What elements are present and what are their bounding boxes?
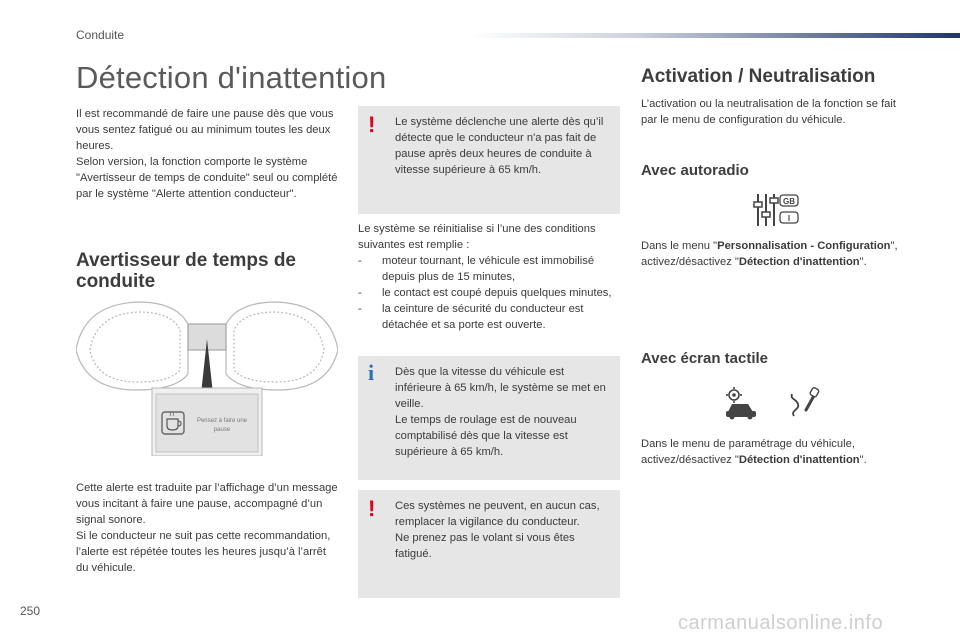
warning-icon: !	[368, 496, 376, 521]
autoradio-text	[641, 238, 911, 270]
warning-box-alert-text: Le système déclenche une alerte dès qu’il détecte que le conducteur n'a pas fait de pause après deux heures de conduite à vitesse supérieure à 65 km/h.	[395, 116, 604, 176]
info-text-1: Dès que la vitesse du véhicule est inférieure à 65 km/h, le système se met en veille.	[395, 366, 606, 410]
settings-sliders-icon	[752, 192, 800, 228]
touch-settings-icon	[786, 386, 820, 420]
intro-paragraph-1: Il est recommandé de faire une pause dès que vous vous sentez fatigué ou au minimum toutes les deux heures.	[76, 108, 334, 152]
autoradio-text-3: ".	[859, 256, 867, 268]
reset-item-1: - moteur tournant, le véhicule est immobilisé depuis plus de 15 minutes,	[358, 253, 620, 285]
touchscreen-text-1: Dans le menu de paramétrage du véhicule, activez/désactivez "	[641, 438, 855, 466]
activation-title: Activation / Neutralisation	[641, 66, 876, 87]
watermark: carmanualsonline.info	[678, 612, 884, 634]
section1-body	[76, 480, 338, 576]
warning-vigilance-text-1: Ces systèmes ne peuvent, en aucun cas, remplacer la vigilance du conducteur.	[395, 500, 600, 528]
touchscreen-text	[641, 436, 911, 468]
reset-conditions	[358, 221, 620, 333]
icon-label-i: I	[787, 214, 791, 223]
touchscreen-function-name: Détection d'inattention	[738, 454, 860, 466]
autoradio-menu-name: Personnalisation - Configuration	[717, 240, 891, 252]
section-header: Conduite	[76, 28, 125, 42]
autoradio-function-name: Détection d'inattention	[738, 256, 860, 268]
warning-box-alert	[358, 106, 620, 214]
section1-body-1: Cette alerte est traduite par l’affichage d’un message vous incitant à faire une pause, accompagné d’un signal sonore.	[76, 482, 338, 526]
touchscreen-title: Avec écran tactile	[641, 350, 769, 367]
warning-icon: !	[368, 112, 376, 137]
illustration-message-line-1: Pensez à faire une	[196, 418, 248, 424]
section-title-line-2: conduite	[76, 271, 156, 292]
page-number: 250	[20, 604, 41, 618]
autoradio-text-2: ", activez/désactivez "	[641, 240, 898, 268]
header-bar	[470, 33, 960, 38]
dashboard-illustration	[76, 294, 338, 456]
illustration-message-line-2: pause	[213, 427, 231, 433]
activation-text: L’activation ou la neutralisation de la fonction se fait par le menu de configuration du véhicule.	[641, 98, 896, 126]
reset-item-2: - le contact est coupé depuis quelques minutes,	[358, 285, 620, 301]
info-text-2: Le temps de roulage est de nouveau comptabilisé dès que la vitesse est supérieure à 65 km/h.	[395, 414, 577, 458]
warning-vigilance-text-2: Ne prenez pas le volant si vous êtes fatigué.	[395, 532, 575, 560]
section-title-driving-time	[76, 250, 338, 292]
intro-text	[76, 106, 338, 202]
info-icon: i	[368, 360, 375, 385]
section1-body-2: Si le conducteur ne suit pas cette recommandation, l’alerte est répétée toutes les heures jusqu’à l’arrêt du véhicule.	[76, 530, 331, 574]
touchscreen-text-2: ".	[859, 454, 867, 466]
reset-item-3: - la ceinture de sécurité du conducteur est détachée et sa porte est ouverte.	[358, 301, 620, 333]
reset-intro: Le système se réinitialise si l’une des conditions suivantes est remplie :	[358, 223, 596, 251]
vehicle-settings-icon	[724, 386, 758, 420]
warning-box-vigilance	[358, 490, 620, 598]
info-box	[358, 356, 620, 480]
page-title: Détection d'inattention	[76, 60, 387, 95]
autoradio-title: Avec autoradio	[641, 162, 749, 179]
icon-label-gb: GB	[783, 197, 795, 206]
intro-paragraph-2: Selon version, la fonction comporte le système "Avertisseur de temps de conduite" seul ou complété par le système "Alerte attention conducteur".	[76, 156, 338, 200]
section-title-line-1: Avertisseur de temps de	[76, 250, 296, 271]
autoradio-text-1: Dans le menu "	[641, 240, 718, 252]
